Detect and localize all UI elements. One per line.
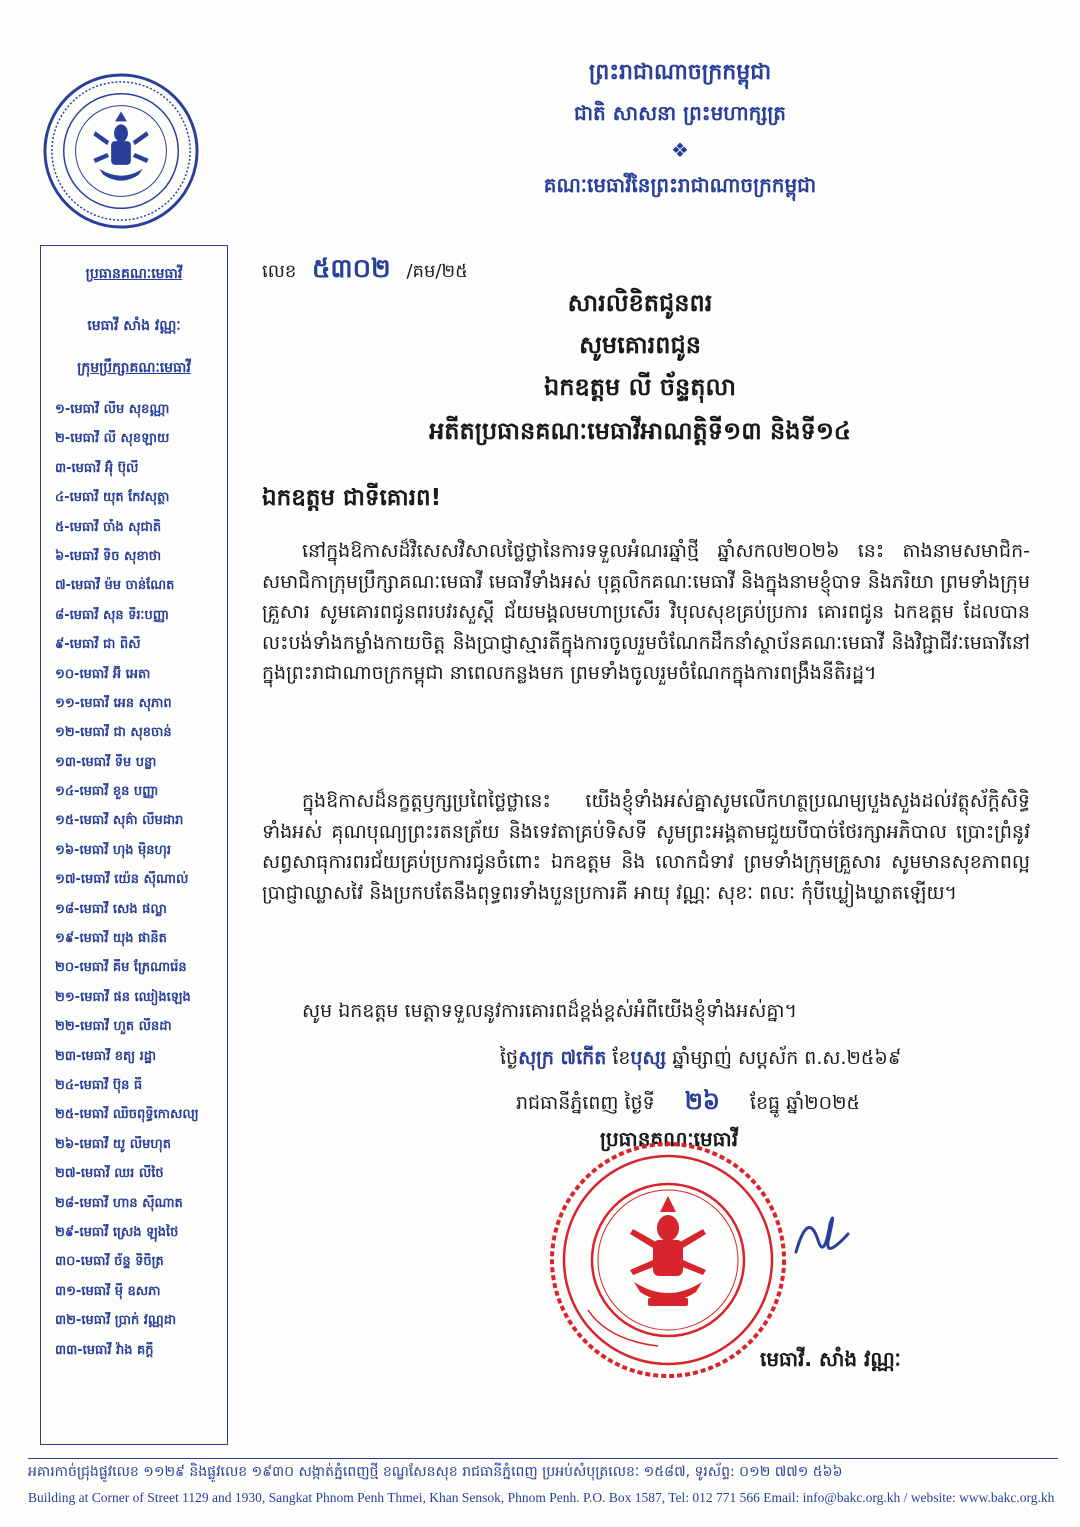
- list-item: ៣-មេធាវី អ៊ុំ ប៊ុលី: [55, 460, 139, 476]
- signatory-name: មេធាវី. សាំង វណ្ណៈ: [760, 1347, 901, 1371]
- national-motto: ជាតិ សាសនា ព្រះមហាក្សត្រ: [574, 101, 786, 125]
- list-item: ៣១-មេធាវី ម៉ី ឧសភា: [55, 1283, 161, 1299]
- list-item: ២៤-មេធាវី ប៊ុន ធី: [55, 1077, 143, 1093]
- list-item: ៧-មេធាវី ម៉ម ចាន់ណែត: [55, 578, 175, 594]
- addressee-intro: សូមគោរពជូន: [579, 331, 701, 359]
- lunar-month: បុស្ស: [630, 1047, 667, 1069]
- list-item: ៥-មេធាវី ចាំង សុជាតិ: [55, 519, 162, 535]
- footer-address-english: Building at Corner of Street 1129 and 1930, Sangkat Phnom Penh Thmei, Khan Sensok, Phnom Penh. P.O. Box 1587, Tel: 012 771 566 Email: info@bakc.org.kh / website: www.bakc.org.kh: [28, 1490, 1055, 1505]
- list-item: ៩-មេធាវី ជា ពិសី: [55, 637, 141, 653]
- list-item: ១៨-មេធាវី សេង ផល្លា: [55, 901, 167, 917]
- kingdom-title: ព្រះរាជាណាចក្រកម្ពុជា: [588, 60, 772, 85]
- list-item: ៣០-មេធាវី ច័ន្ទ ទិចិត្រ: [55, 1254, 164, 1270]
- list-item: ១៣-មេធាវី ទឹម បន្លា: [55, 754, 157, 770]
- list-item: ៣៣-មេធាវី វ៉ាង គក្តី: [55, 1342, 154, 1358]
- reference-label: លេខ: [262, 261, 297, 282]
- body-paragraph-2: [262, 786, 1030, 908]
- list-item: ១៤-មេធាវី ខួន បញ្ញា: [55, 784, 159, 800]
- solar-date: [516, 1086, 860, 1121]
- president-name: មេធាវី សាំង វណ្ណៈ: [87, 318, 181, 334]
- council-member-list: [55, 401, 225, 1371]
- list-item: ៣២-មេធាវី ប្រាក់ វណ្ណដា: [55, 1313, 177, 1329]
- lunar-day: សុក្រ ៧កើត: [518, 1047, 607, 1069]
- reference-suffix: /គម/២៥: [406, 261, 468, 282]
- lunar-date: [500, 1046, 901, 1074]
- council-sidebar: [40, 245, 228, 1445]
- addressee-position: អតីតប្រធានគណៈមេធាវីអាណត្តិទី១៣ និងទី១៤: [429, 417, 851, 445]
- list-item: ១០-មេធាវី អ៊ី អេតា: [55, 666, 151, 682]
- list-item: ២៣-មេធាវី ខត្យ រដ្ឋា: [55, 1048, 157, 1064]
- body-paragraph-1: [262, 536, 1030, 689]
- month-year: ខែធ្នូ ឆ្នាំ២០២៥: [749, 1092, 860, 1114]
- letter-title: សារលិខិតជូនពរ: [567, 289, 713, 317]
- footer-divider: [28, 1458, 1058, 1459]
- paragraph-text: សូម ឯកឧត្តម មេត្តាទទួលនូវការគោរពដ៏ខ្ពង់ខ្ពស់អំពីយើងខ្ញុំទាំងអស់គ្នា។: [302, 1000, 797, 1022]
- list-item: ១៦-មេធាវី ហុង ម៉ិនហុរ: [55, 842, 172, 858]
- list-item: ២១-មេធាវី ផន ឈៀងឡេង: [55, 989, 191, 1005]
- list-item: ២៨-មេធាវី ហាន ស៊ីណាត: [55, 1195, 183, 1211]
- list-item: ២៩-មេធាវី ស្រេង ឡុងថៃ: [55, 1224, 179, 1240]
- lunar-prefix: ថ្ងៃ: [500, 1047, 519, 1069]
- reference-handwritten-number: ៥៣០២: [312, 254, 391, 284]
- president-heading: ប្រធានគណៈមេធាវី: [85, 266, 183, 282]
- list-item: ២២-មេធាវី ហួត លីនដា: [55, 1019, 172, 1035]
- list-item: ២០-មេធាវី គឹម ភ្រែណារ៉េន: [55, 960, 187, 976]
- ornament-divider: ❖: [671, 138, 689, 162]
- addressee-name: ឯកឧត្តម លី ច័ន្ទតុលា: [544, 373, 736, 401]
- reference-number: [262, 252, 468, 290]
- list-item: ១៩-មេធាវី យុង ផានិត: [55, 931, 167, 947]
- list-item: ៨-មេធាវី សុន ទីរៈបញ្ញា: [55, 607, 170, 623]
- list-item: ១-មេធាវី លីម សុខណ្ណា: [55, 402, 170, 417]
- salutation: ឯកឧត្តម ជាទីគោរព!: [262, 485, 442, 511]
- list-item: ១៧-មេធាវី យ៉េន ស៊ីណាល់: [55, 872, 189, 888]
- list-item: ៦-មេធាវី ទិច សុខាថា: [55, 548, 162, 564]
- signature-scribble: [788, 1200, 858, 1270]
- list-item: ២៦-មេធាវី យូ លីមហុត: [55, 1136, 172, 1152]
- list-item: ១២-មេធាវី ជា សុខចាន់: [55, 725, 172, 741]
- list-item: ២៥-មេធាវី ឈិចពុទ្ធិកោសល្យ: [55, 1107, 199, 1123]
- lunar-year: ឆ្នាំម្សាញ់ សប្តស័ក ព.ស.២៥៦៩: [672, 1047, 902, 1069]
- council-heading: ក្រុមប្រឹក្សាគណៈមេធាវី: [77, 360, 191, 376]
- list-item: ២-មេធាវី លី សុខឡាយ: [55, 431, 170, 447]
- day-number: ២៦: [684, 1087, 720, 1115]
- list-item: ៤-មេធាវី យុត កែវសុត្ថា: [55, 490, 170, 506]
- bar-association-seal: [42, 72, 200, 230]
- official-red-seal: [548, 1140, 788, 1380]
- organization-name: គណៈមេធាវីនៃព្រះរាជាណាចក្រកម្ពុជា: [543, 173, 817, 197]
- body-paragraph-3: [262, 996, 1030, 1027]
- list-item: ១៥-មេធាវី សុគ៌ា លីមដារា: [55, 813, 184, 829]
- list-item: ២៧-មេធាវី ឈរ លីថៃ: [55, 1166, 164, 1182]
- signatory-title: ប្រធានគណៈមេធាវី: [600, 1127, 739, 1151]
- paragraph-text: ក្នុងឱកាសដ៏នក្ខត្តឫក្សប្រពៃថ្លៃថ្លានេះ យើងខ្ញុំទាំងអស់គ្នាសូមលើកហត្ថប្រណម្យបួងសួងដល់វត្ថុស័ក្តិសិទ្ធិទាំងអស់ គុណបុណ្យព្រះរតនត្រ័យ និងទេវតាគ្រប់ទិសទី សូមព្រះអង្គតាមជួយបីបាច់ថែរក្សាអភិបាល ប្រោះព្រំនូវសព្វសាធុការពរជ័យគ្រប់ប្រការជូនចំពោះ ឯកឧត្តម និង លោកជំទាវ ព្រមទាំងក្រុមគ្រួសារ សូមមានសុខភាពល្អ ប្រាជ្ញាឈ្លាសវៃ និងប្រកបតែនឹងពុទ្ធពរទាំងបួនប្រការគឺ អាយុ វណ្ណៈ សុខៈ ពលៈ កុំបីឃ្លៀងឃ្លាតឡើយ។: [262, 790, 1030, 904]
- month-label: ខែ: [612, 1047, 631, 1069]
- footer-address-khmer: អគារកាច់ជ្រុងផ្លូវលេខ ១១២៩ និងផ្លូវលេខ ១៩៣០ សង្កាត់ភ្នំពេញថ្មី ខណ្ឌសែនសុខ រាជធានីភ្នំពេញ ប្រអប់សំបុត្រលេខៈ ១៥៨៧, ទូរស័ព្ទ: ០១២ ៧៧១ ៥៦៦: [28, 1464, 843, 1480]
- paragraph-text: នៅក្នុងឱកាសដ៏វិសេសវិសាលថ្លៃថ្លានៃការទទួលអំណរឆ្នាំថ្មី ឆ្នាំសកល២០២៦ នេះ តាងនាមសមាជិក-សមាជិកាក្រុមប្រឹក្សាគណៈមេធាវី មេធាវីទាំងអស់ បុគ្គលិកគណៈមេធាវី និងក្នុងនាមខ្ញុំបាទ និងភរិយា ព្រមទាំងក្រុមគ្រួសារ សូមគោរពជូនពរបវរសួស្តី ជ័យមង្គលមហាប្រសើរ វិបុលសុខគ្រប់ប្រការ គោរពជូន ឯកឧត្តម ដែលបានលះបង់ទាំងកម្លាំងកាយចិត្ត និងប្រាជ្ញាស្មារតីក្នុងការចូលរួមចំណែកដឹកនាំស្ថាប័នគណៈមេធាវី និងវិជ្ជាជីវៈមេធាវីនៅក្នុងព្រះរាជាណាចក្រកម្ពុជា នាពេលកន្លងមក ព្រមទាំងចូលរួមចំណែកក្នុងការពង្រឹងនីតិរដ្ឋ។: [262, 540, 1030, 684]
- place-label: រាជធានីភ្នំពេញ ថ្ងៃទី: [516, 1092, 655, 1114]
- list-item: ១១-មេធាវី អេន សុភាព: [55, 695, 172, 711]
